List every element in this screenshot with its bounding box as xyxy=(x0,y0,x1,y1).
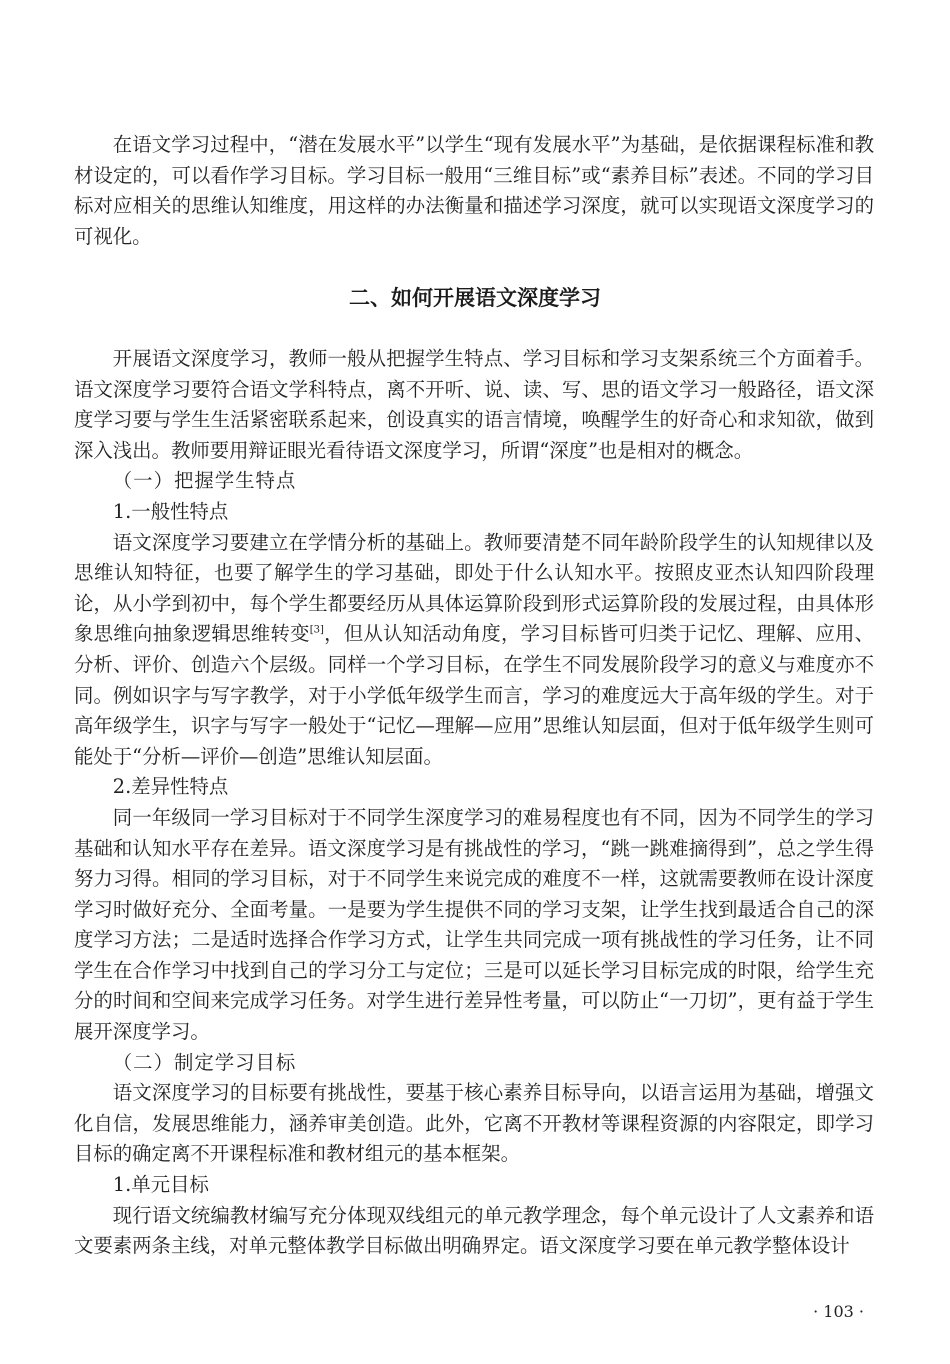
citation-ref: [3] xyxy=(309,624,324,636)
unit-goals-paragraph: 现行语文统编教材编写充分体现双线组元的单元教学理念，每个单元设计了人文素养和语文要素两条主线，对单元整体教学目标做出明确界定。语文深度学习要在单元教学整体设计 xyxy=(74,1203,874,1258)
subsection-title-2: （二）制定学习目标 xyxy=(112,1050,297,1074)
general-traits-paragraph xyxy=(74,528,874,773)
intro-block xyxy=(74,130,874,252)
subsubsection-title-1-1: 1.一般性特点 xyxy=(112,499,229,523)
page-number: · 103 · xyxy=(813,1302,864,1321)
general-traits-text-a: 语文深度学习要建立在学情分析的基础上。教师要清楚不同年龄阶段学生的认知规律以及思维认知特征，也要了解学生的学习基础，即处于什么认知水平。按照皮亚杰认知四阶段理论，从小学到初中，每个学生都要经历从具体运算阶段到形式运算阶段的发展过程，由具体形象思维向抽象逻辑思维转变 xyxy=(74,530,874,646)
section-lead-paragraph: 开展语文深度学习，教师一般从把握学生特点、学习目标和学习支架系统三个方面着手。语文深度学习要符合语文学科特点，离不开听、说、读、写、思的语文学习一般路径，语文深度学习要与学生生活紧密联系起来，创设真实的语言情境，唤醒学生的好奇心和求知欲，做到深入浅出。教师要用辩证眼光看待语文深度学习，所谓“深度”也是相对的概念。 xyxy=(74,347,874,462)
subsection-title-1: （一）把握学生特点 xyxy=(112,469,297,493)
subsubsection-title-2-1: 1.单元目标 xyxy=(112,1173,209,1197)
difference-traits-paragraph: 同一年级同一学习目标对于不同学生深度学习的难易程度也有不同，因为不同学生的学习基础和认知水平存在差异。语文深度学习是有挑战性的学习，“跳一跳难摘得到”，总之学生得努力习得。相同的学习目标，对于不同学生来说完成的难度不一样，这就需要教师在设计深度学习时做好充分、全面考量。一是要为学生提供不同的学习支架，让学生找到最适合自己的深度学习方法；二是适时选择合作学习方式，让学生共同完成一项有挑战性的学习任务，让不同学生在合作学习中找到自己的学习分工与定位；三是可以延长学习目标完成的时限，给学生充分的时间和空间来完成学习任务。对学生进行差异性考量，可以防止“一刀切”，更有益于学生展开深度学习。 xyxy=(74,805,874,1044)
subsubsection-title-1-2: 2.差异性特点 xyxy=(112,775,229,799)
section-body xyxy=(74,344,874,1262)
learning-goals-paragraph: 语文深度学习的目标要有挑战性，要基于核心素养目标导向，以语言运用为基础，增强文化自信，发展思维能力，涵养审美创造。此外，它离不开教材等课程资源的内容限定，即学习目标的确定离不开课程标准和教材组元的基本框架。 xyxy=(74,1081,874,1166)
general-traits-text-b: ，但从认知活动角度，学习目标皆可归类于记忆、理解、应用、分析、评价、创造六个层级。同样一个学习目标，在学生不同发展阶段学习的意义与难度亦不同。例如识字与写字教学，对于小学低年级学生而言，学习的难度远大于高年级的学生。对于高年级学生，识字与写字一般处于“记忆—理解—应用”思维认知层面，但对于低年级学生则可能处于“分析—评价—创造”思维认知层面。 xyxy=(74,622,875,768)
section-heading: 二、如何开展语文深度学习 xyxy=(349,286,601,310)
intro-paragraph: 在语文学习过程中，“潜在发展水平”以学生“现有发展水平”为基础，是依据课程标准和教材设定的，可以看作学习目标。学习目标一般用“三维目标”或“素养目标”表述。不同的学习目标对应相关的思维认知维度，用这样的办法衡量和描述学习深度，就可以实现语文深度学习的可视化。 xyxy=(74,133,874,248)
